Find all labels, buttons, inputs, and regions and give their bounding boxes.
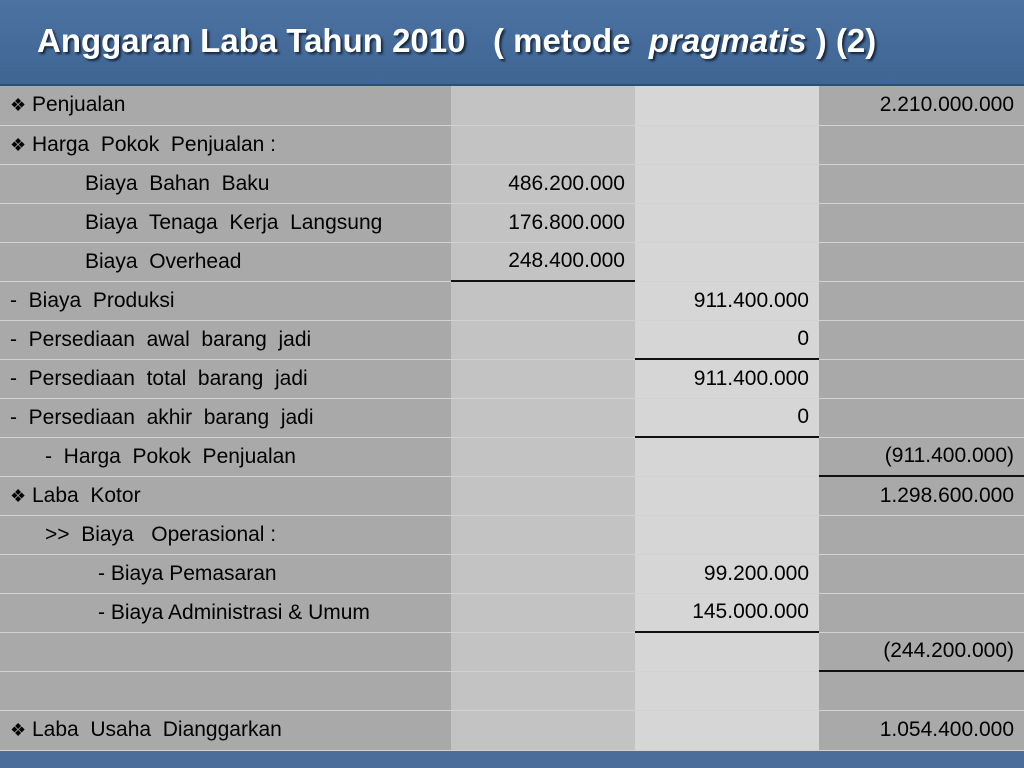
cell-col3: 1.054.400.000 bbox=[819, 710, 1024, 750]
cell-col1 bbox=[451, 476, 635, 515]
row-label bbox=[0, 632, 451, 671]
cell-col3 bbox=[819, 359, 1024, 398]
cell-col2 bbox=[635, 86, 819, 125]
table-row bbox=[0, 320, 1024, 359]
row-label: - Persediaan akhir barang jadi bbox=[0, 398, 451, 437]
title-end: ) (2) bbox=[806, 22, 877, 59]
row-label: - Persediaan awal barang jadi bbox=[0, 320, 451, 359]
cell-col1 bbox=[451, 710, 635, 750]
cell-col3 bbox=[819, 320, 1024, 359]
table-row bbox=[0, 242, 1024, 281]
cell-col2: 99.200.000 bbox=[635, 554, 819, 593]
cell-col3: (911.400.000) bbox=[819, 437, 1024, 476]
row-label: - Harga Pokok Penjualan bbox=[0, 437, 451, 476]
cell-col2 bbox=[635, 710, 819, 750]
cell-col1 bbox=[451, 281, 635, 320]
cell-col2 bbox=[635, 203, 819, 242]
cell-col2: 0 bbox=[635, 320, 819, 359]
row-label: Biaya Overhead bbox=[0, 242, 451, 281]
diamond-bullet-icon: ❖ bbox=[10, 134, 27, 155]
row-label: ❖ Laba Kotor bbox=[0, 476, 451, 515]
cell-col2: 911.400.000 bbox=[635, 359, 819, 398]
row-label: - Biaya Administrasi & Umum bbox=[0, 593, 451, 632]
cell-col1 bbox=[451, 554, 635, 593]
row-label bbox=[0, 671, 451, 710]
table-row bbox=[0, 203, 1024, 242]
row-label: Biaya Tenaga Kerja Langsung bbox=[0, 203, 451, 242]
cell-col2 bbox=[635, 164, 819, 203]
cell-col1: 486.200.000 bbox=[451, 164, 635, 203]
cell-col1: 176.800.000 bbox=[451, 203, 635, 242]
cell-col3 bbox=[819, 125, 1024, 164]
row-label: - Persediaan total barang jadi bbox=[0, 359, 451, 398]
cell-col2 bbox=[635, 515, 819, 554]
cell-col1 bbox=[451, 437, 635, 476]
row-label: >> Biaya Operasional : bbox=[0, 515, 451, 554]
cell-col1 bbox=[451, 125, 635, 164]
cell-col3 bbox=[819, 554, 1024, 593]
title-italic: pragmatis bbox=[648, 22, 807, 59]
cell-col3 bbox=[819, 671, 1024, 710]
diamond-bullet-icon: ❖ bbox=[10, 720, 27, 740]
row-label: - Biaya Produksi bbox=[0, 281, 451, 320]
cell-col3 bbox=[819, 203, 1024, 242]
table-row bbox=[0, 281, 1024, 320]
table-row bbox=[0, 437, 1024, 476]
row-label: ❖ Harga Pokok Penjualan : bbox=[0, 125, 451, 164]
cell-col3 bbox=[819, 515, 1024, 554]
cell-col1 bbox=[451, 671, 635, 710]
cell-col3 bbox=[819, 242, 1024, 281]
slide-header bbox=[0, 0, 1024, 86]
cell-col1 bbox=[451, 398, 635, 437]
row-label: Biaya Bahan Baku bbox=[0, 164, 451, 203]
slide-title bbox=[37, 22, 876, 60]
cell-col2 bbox=[635, 632, 819, 671]
budget-table bbox=[0, 86, 1024, 751]
cell-col2: 0 bbox=[635, 398, 819, 437]
cell-col3: (244.200.000) bbox=[819, 632, 1024, 671]
table-row bbox=[0, 554, 1024, 593]
table-row bbox=[0, 632, 1024, 671]
cell-col2 bbox=[635, 242, 819, 281]
table-row bbox=[0, 359, 1024, 398]
cell-col2: 145.000.000 bbox=[635, 593, 819, 632]
row-label: ❖ Laba Usaha Dianggarkan bbox=[0, 710, 451, 750]
cell-col1 bbox=[451, 359, 635, 398]
cell-col1 bbox=[451, 86, 635, 125]
diamond-bullet-icon: ❖ bbox=[10, 485, 27, 506]
title-main: Anggaran Laba Tahun 2010 ( metode bbox=[37, 22, 649, 59]
cell-col1 bbox=[451, 593, 635, 632]
cell-col1 bbox=[451, 515, 635, 554]
cell-col1: 248.400.000 bbox=[451, 242, 635, 281]
cell-col2 bbox=[635, 437, 819, 476]
cell-col3 bbox=[819, 398, 1024, 437]
cell-col3 bbox=[819, 593, 1024, 632]
cell-col2 bbox=[635, 476, 819, 515]
table-row bbox=[0, 86, 1024, 125]
row-label: - Biaya Pemasaran bbox=[0, 554, 451, 593]
cell-col1 bbox=[451, 632, 635, 671]
table-row bbox=[0, 398, 1024, 437]
cell-col2 bbox=[635, 125, 819, 164]
cell-col3: 2.210.000.000 bbox=[819, 86, 1024, 125]
row-label: ❖ Penjualan bbox=[0, 86, 451, 125]
table-row bbox=[0, 164, 1024, 203]
cell-col1 bbox=[451, 320, 635, 359]
diamond-bullet-icon: ❖ bbox=[10, 95, 27, 116]
table-row bbox=[0, 593, 1024, 632]
cell-col3 bbox=[819, 281, 1024, 320]
table-row bbox=[0, 671, 1024, 710]
cell-col2: 911.400.000 bbox=[635, 281, 819, 320]
table-row bbox=[0, 476, 1024, 515]
table-row bbox=[0, 125, 1024, 164]
cell-col3 bbox=[819, 164, 1024, 203]
table-row bbox=[0, 515, 1024, 554]
slide-footer-band bbox=[0, 752, 1024, 768]
cell-col3: 1.298.600.000 bbox=[819, 476, 1024, 515]
table-row bbox=[0, 710, 1024, 750]
cell-col2 bbox=[635, 671, 819, 710]
